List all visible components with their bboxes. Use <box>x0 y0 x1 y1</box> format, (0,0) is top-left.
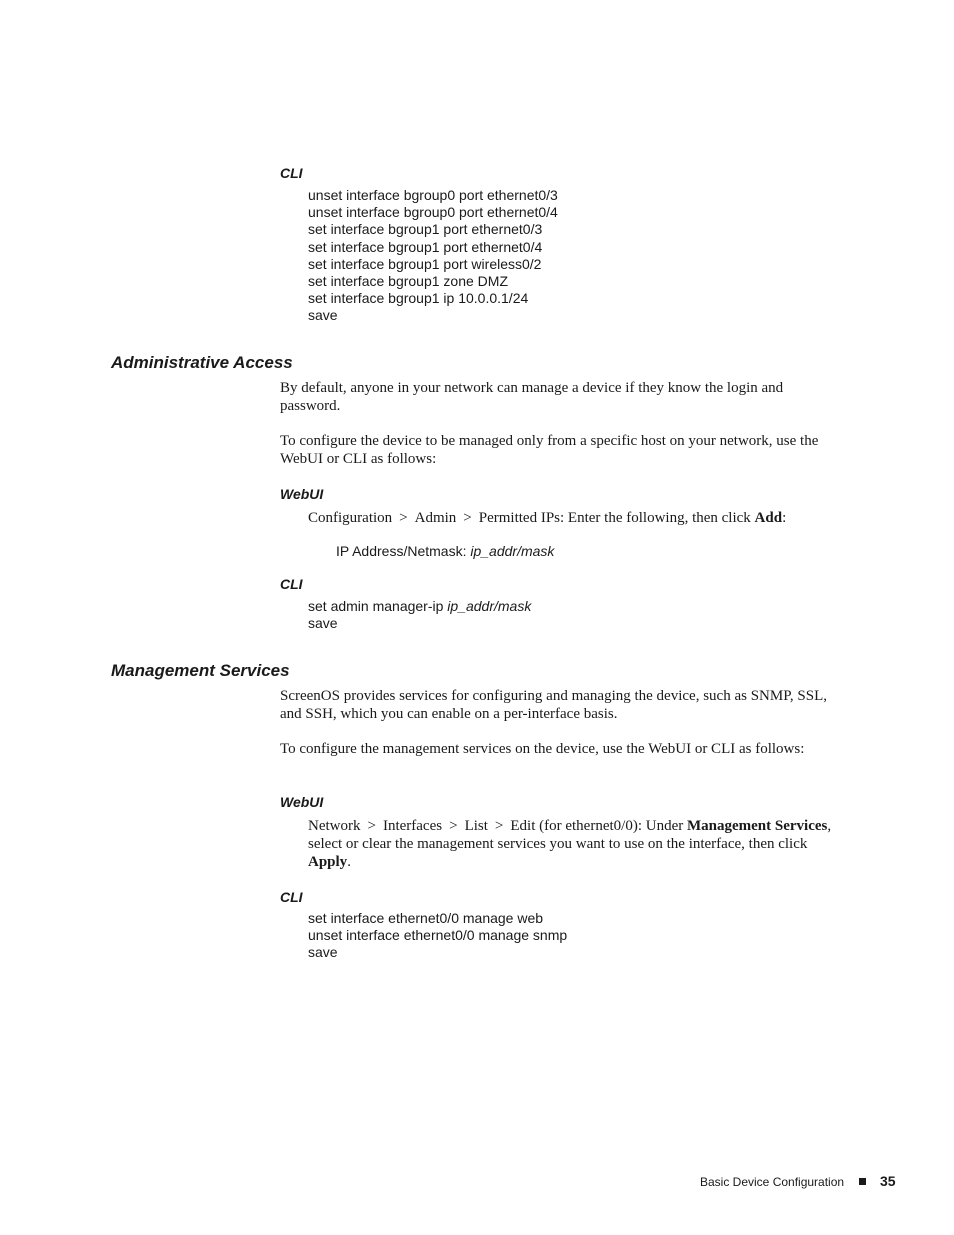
nav-path-item: List <box>464 818 488 834</box>
cli-label: CLI <box>280 889 303 905</box>
webui-label: WebUI <box>280 794 324 810</box>
instruction-text: , select or clear the management services you want to use on the interface, then click <box>308 818 832 852</box>
instruction-text: : Under <box>637 818 687 834</box>
cli-label: CLI <box>280 165 303 181</box>
field-value: ip_addr/mask <box>470 543 555 559</box>
nav-path-item: Admin <box>414 510 457 526</box>
path-separator: > <box>494 818 504 834</box>
paragraph: By default, anyone in your network can manage a device if they know the login and password. <box>280 380 784 414</box>
cli-code-block <box>308 910 567 962</box>
field-label: IP Address/Netmask: <box>336 543 471 559</box>
code-line: unset interface bgroup0 port ethernet0/3 <box>308 187 558 203</box>
code-line: unset interface ethernet0/0 manage snmp <box>308 927 568 944</box>
page-number: 35 <box>880 1173 896 1189</box>
paragraph: ScreenOS provides services for configuring and managing the device, such as SNMP, SSL, and SSH, which you can enable on a per-interface basis. <box>280 688 827 722</box>
code-line: set interface bgroup1 port ethernet0/3 <box>308 221 543 238</box>
cli-code-block <box>308 598 531 632</box>
section-heading-administrative-access: Administrative Access <box>111 353 293 372</box>
section-heading-management-services: Management Services <box>111 661 290 680</box>
code-variable: ip_addr/mask <box>447 598 532 614</box>
footer-chapter-title: Basic Device Configuration <box>700 1175 845 1189</box>
webui-label: WebUI <box>280 486 324 502</box>
path-separator: > <box>367 818 376 834</box>
nav-path-item: Interfaces <box>382 818 443 834</box>
cli-label: CLI <box>280 576 303 592</box>
field-entry <box>336 543 554 560</box>
code-line: set interface ethernet0/0 manage web <box>308 910 544 926</box>
code-text: set admin manager-ip <box>308 598 448 614</box>
ui-term-management-services: Management Services <box>686 818 828 834</box>
paragraph: To configure the device to be managed only from a specific host on your network, use the WebUI or CLI as follows: <box>280 433 819 467</box>
path-separator: > <box>449 818 458 834</box>
code-line: save <box>308 615 338 632</box>
code-line: save <box>308 307 338 324</box>
instruction-text: : Enter the following, then click <box>560 510 755 526</box>
ui-term-apply: Apply <box>308 854 348 870</box>
paragraph: To configure the management services on the device, use the WebUI or CLI as follows: <box>280 741 805 757</box>
webui-instruction <box>308 509 848 527</box>
path-separator: > <box>463 510 472 526</box>
code-line: set interface bgroup1 ip 10.0.0.1/24 <box>308 290 529 307</box>
instruction-text: : <box>782 510 787 526</box>
path-separator: > <box>399 510 408 526</box>
nav-path-item: Network <box>308 818 361 834</box>
cli-code-block <box>308 187 558 325</box>
code-line: set interface bgroup1 port ethernet0/4 <box>308 238 543 255</box>
code-line <box>308 598 531 615</box>
webui-instruction <box>308 817 838 871</box>
code-line: unset interface bgroup0 port ethernet0/4 <box>308 204 558 221</box>
code-line: set interface bgroup1 zone DMZ <box>308 273 508 290</box>
nav-path-item: Configuration <box>308 510 393 526</box>
code-line: set interface bgroup1 port wireless0/2 <box>308 255 542 272</box>
instruction-text: . <box>347 854 351 870</box>
nav-path-item: Permitted IPs <box>478 510 561 526</box>
nav-path-item: Edit (for ethernet0/0) <box>510 818 638 834</box>
code-line: save <box>308 944 338 961</box>
square-bullet-icon <box>859 1178 866 1185</box>
ui-term-add: Add <box>754 510 783 526</box>
